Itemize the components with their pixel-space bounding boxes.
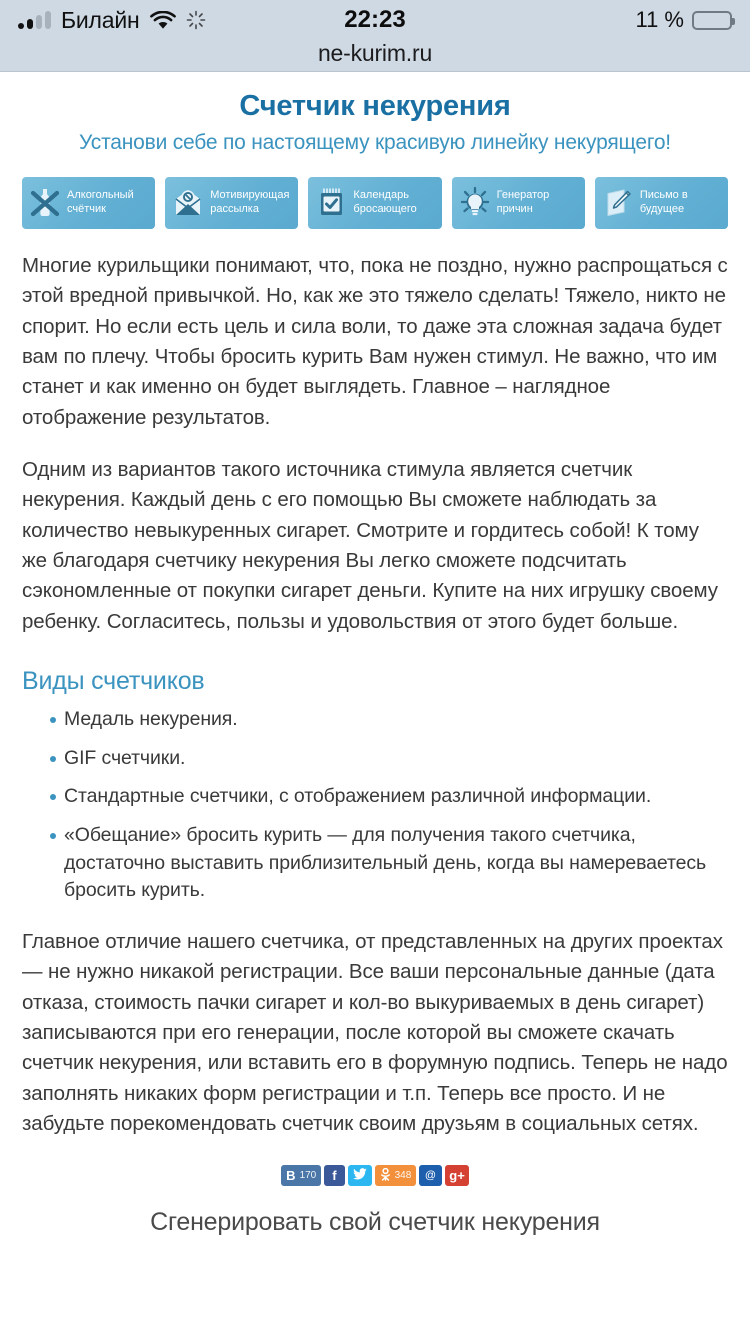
social-share-row xyxy=(22,1165,728,1186)
note-pencil-icon xyxy=(603,186,633,220)
carrier-label: Билайн xyxy=(61,6,140,33)
list-item: GIF счетчики. xyxy=(50,745,728,773)
nav-button-alcohol-counter[interactable] xyxy=(22,177,155,229)
facebook-icon: f xyxy=(332,1168,337,1184)
odnoklassniki-icon xyxy=(380,1168,391,1184)
nav-button-row xyxy=(22,177,728,229)
share-vkontakte-button[interactable] xyxy=(281,1165,321,1186)
list-item: Стандартные счетчики, с отображением различной информации. xyxy=(50,783,728,811)
clock-label: 22:23 xyxy=(344,6,406,33)
google-plus-icon: g+ xyxy=(449,1168,465,1184)
intro-paragraph-3: Главное отличие нашего счетчика, от представленных на других проектах — не нужно никакой регистрации. Все ваши персональные данные (дата отказа, стоимость пачки сигарет и кол-во выкуриваемых в день сигарет) записываются при его генерации, после которой вы сможете скачать счетчик некурения, или вставить его в форумную подпись. Теперь не надо заполнять никаких форм регистрации и т.п. Теперь все просто. И не забудьте порекомендовать счетчик своим друзьям в социальных сетях. xyxy=(22,930,728,1136)
odnoklassniki-share-count: 348 xyxy=(394,1170,412,1182)
vkontakte-share-count: 170 xyxy=(299,1170,317,1182)
share-odnoklassniki-button[interactable] xyxy=(375,1165,417,1186)
ios-status-bar xyxy=(0,0,750,40)
share-mailru-button[interactable] xyxy=(419,1165,442,1186)
vkontakte-icon: В xyxy=(286,1168,296,1184)
page-tagline: Установи себе по настоящему красивую линейку некурящего! xyxy=(79,131,671,154)
share-googleplus-button[interactable] xyxy=(445,1165,469,1186)
nav-button-letter-to-future[interactable] xyxy=(595,177,728,229)
counter-types-list xyxy=(22,706,728,905)
calendar-check-icon xyxy=(316,186,346,220)
lightbulb-icon xyxy=(460,186,490,220)
page-content xyxy=(0,90,750,1237)
nav-button-quit-calendar[interactable] xyxy=(308,177,441,229)
nav-button-label: Календарь бросающего xyxy=(353,189,417,215)
page-title: Счетчик некурения xyxy=(239,90,511,122)
url-bar[interactable] xyxy=(0,40,750,71)
list-item: «Обещание» бросить курить — для получения такого счетчика, достаточно выставить приблизительный день, когда вы намереваетесь бросить курить. xyxy=(50,822,728,905)
battery-percent-label: 11 % xyxy=(635,7,684,32)
nav-button-label: Алкогольный счётчик xyxy=(67,189,134,215)
battery-icon xyxy=(692,11,732,30)
browser-chrome xyxy=(0,0,750,72)
status-bar-right xyxy=(635,7,732,33)
nav-button-motivational-mailing[interactable] xyxy=(165,177,298,229)
nav-button-reasons-generator[interactable] xyxy=(452,177,585,229)
mail-ru-at-icon xyxy=(423,1167,438,1185)
signal-bars-icon xyxy=(18,12,51,29)
list-item: Медаль некурения. xyxy=(50,706,728,734)
generate-counter-heading: Сгенерировать свой счетчик некурения xyxy=(150,1208,600,1237)
share-twitter-button[interactable] xyxy=(348,1165,372,1186)
svg-text:@: @ xyxy=(425,1169,437,1182)
nav-button-label: Мотивирующая рассылка xyxy=(210,189,290,215)
status-bar-left xyxy=(18,7,206,34)
intro-paragraph-2: Одним из вариантов такого источника стимула является счетчик некурения. Каждый день с его помощью Вы сможете наблюдать за количество невыкуренных сигарет. Смотрите и гордитесь собой! К тому же благодаря счетчику некурения Вы легко сможете подсчитать сэкономленные от покупки сигарет деньги. Купите на них игрушку своему ребенку. Согласитесь, пользы и удовольствия от этого будет больше. xyxy=(22,457,718,633)
nav-button-label: Письмо в будущее xyxy=(639,189,688,215)
envelope-no-smoking-icon xyxy=(173,186,203,220)
url-text: ne-kurim.ru xyxy=(317,40,433,66)
wifi-icon xyxy=(150,11,176,30)
twitter-bird-icon xyxy=(353,1168,367,1183)
intro-paragraph-1: Многие курильщики понимают, что, пока не поздно, нужно распрощаться с этой вредной привычкой. Но, как же это тяжело сделать! Тяжело, никто не спорит. Но если есть цель и сила воли, то даже эта сложная задача будет вам по плечу. Чтобы бросить курить Вам нужен стимул. Не важно, что им станет и как именно он будет выглядеть. Главное – наглядное отображение результатов. xyxy=(22,254,728,429)
share-facebook-button[interactable] xyxy=(324,1165,344,1186)
activity-spinner-icon xyxy=(186,10,206,30)
nav-button-label: Генератор причин xyxy=(496,189,550,215)
bottle-crossed-out-icon xyxy=(30,186,60,220)
section-heading-counter-types: Виды счетчиков xyxy=(22,666,205,695)
